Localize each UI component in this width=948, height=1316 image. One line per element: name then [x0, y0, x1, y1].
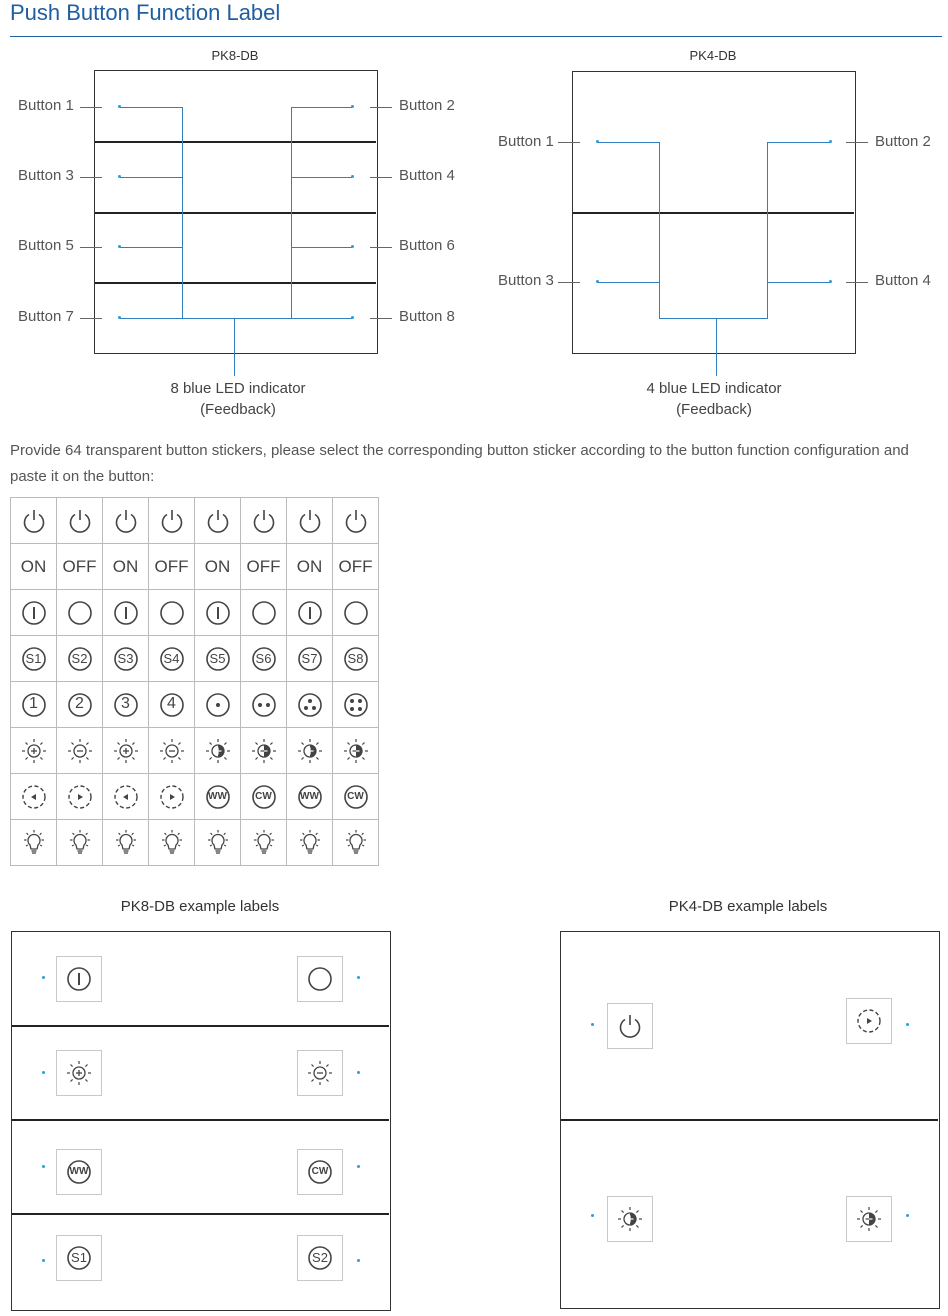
- pk8-button-3-label: Button 3: [18, 167, 74, 184]
- scene-label: S6: [255, 650, 272, 666]
- pk4-wire: [597, 142, 659, 143]
- pk4-wire: [659, 142, 660, 319]
- on-circle-icon: [19, 598, 49, 628]
- brightness-up-icon: [111, 736, 141, 766]
- sticker-cell: [195, 774, 241, 820]
- on-circle-icon: [64, 964, 94, 994]
- pk4-led-caption-line2: (Feedback): [676, 401, 752, 418]
- next-icon: [65, 782, 95, 812]
- led-dot: [591, 1214, 594, 1217]
- power-icon: [295, 506, 325, 536]
- led-dot: [351, 316, 354, 319]
- sticker-cell: [241, 774, 287, 820]
- brightness-down-icon: [305, 1058, 335, 1088]
- pk8-wire: [291, 247, 352, 248]
- sticker-off-text: OFF: [333, 544, 379, 590]
- pk8-wire: [182, 107, 183, 318]
- pk8-button-6-label: Button 6: [399, 237, 455, 254]
- leader-line: [846, 282, 868, 283]
- sticker-cell: [103, 590, 149, 636]
- sticker-sheet: [10, 497, 379, 866]
- off-circle-icon: [341, 598, 371, 628]
- brightness-down-icon: [157, 736, 187, 766]
- leader-line: [80, 318, 102, 319]
- title-rule: [10, 36, 942, 37]
- bulb-minus-icon: [341, 828, 371, 858]
- sticker-cell: [103, 728, 149, 774]
- sticker-row-numbers: [11, 682, 379, 728]
- pk4-panel: [572, 71, 856, 354]
- led-dot: [118, 316, 121, 319]
- power-icon: [157, 506, 187, 536]
- example-button-ww[interactable]: [56, 1149, 102, 1195]
- color-temp-up-icon: [295, 736, 325, 766]
- example-button-brightness-down[interactable]: [297, 1050, 343, 1096]
- example-button-next[interactable]: [846, 998, 892, 1044]
- sticker-cell: [195, 820, 241, 866]
- led-dot: [42, 1259, 45, 1262]
- sticker-cell: [287, 636, 333, 682]
- color-temp-down-icon: [341, 736, 371, 766]
- on-circle-icon: [111, 598, 141, 628]
- led-dot: [42, 976, 45, 979]
- power-icon: [249, 506, 279, 536]
- color-temp-up-icon: [615, 1204, 645, 1234]
- example-button-temp-down[interactable]: [846, 1196, 892, 1242]
- led-dot: [906, 1214, 909, 1217]
- sticker-row-bulbs: [11, 820, 379, 866]
- brightness-up-icon: [19, 736, 49, 766]
- sticker-cell: [241, 682, 287, 728]
- off-circle-icon: [65, 598, 95, 628]
- number-label: 1: [29, 694, 38, 712]
- example-button-brightness-up[interactable]: [56, 1050, 102, 1096]
- sticker-row-scenes: [11, 636, 379, 682]
- led-dot: [118, 245, 121, 248]
- scene-label: S2: [71, 650, 88, 666]
- bulb-rays-icon: [111, 828, 141, 858]
- bulb-rays-icon: [203, 828, 233, 858]
- power-icon: [111, 506, 141, 536]
- color-temp-down-icon: [249, 736, 279, 766]
- sticker-cell: [57, 820, 103, 866]
- sticker-cell: [149, 590, 195, 636]
- pk4-led-caption: [604, 378, 824, 420]
- brightness-up-icon: [64, 1058, 94, 1088]
- scene-label: S5: [209, 650, 226, 666]
- page-title: Push Button Function Label: [10, 0, 281, 25]
- pk4-led-leader: [716, 318, 717, 376]
- sticker-on-text: ON: [103, 544, 149, 590]
- led-dot: [596, 140, 599, 143]
- leader-line: [846, 142, 868, 143]
- sticker-cell: [287, 590, 333, 636]
- leader-line: [370, 247, 392, 248]
- led-dot: [42, 1165, 45, 1168]
- sticker-cell: [333, 498, 379, 544]
- leader-line: [80, 177, 102, 178]
- pk4-model-label: PK4-DB: [689, 48, 737, 63]
- bulb-rays-icon: [295, 828, 325, 858]
- sticker-row-on-off: [11, 544, 379, 590]
- led-dot: [42, 1071, 45, 1074]
- cw-label: CW: [311, 1166, 329, 1177]
- pk8-button-5-label: Button 5: [18, 237, 74, 254]
- sticker-cell: [11, 820, 57, 866]
- sticker-cell: [333, 820, 379, 866]
- off-circle-icon: [249, 598, 279, 628]
- sticker-off-text: OFF: [241, 544, 287, 590]
- pk4-example-divider: [561, 1119, 938, 1121]
- bulb-minus-icon: [249, 828, 279, 858]
- pk8-divider: [95, 282, 376, 284]
- sticker-row-on-off-symbols: [11, 590, 379, 636]
- cw-label: CW: [255, 790, 272, 802]
- bulb-icon: [19, 828, 49, 858]
- pk4-wire: [767, 142, 831, 143]
- example-button-on[interactable]: [56, 956, 102, 1002]
- example-button-power[interactable]: [607, 1003, 653, 1049]
- sticker-cell: [103, 774, 149, 820]
- power-icon: [615, 1011, 645, 1041]
- sticker-cell: [149, 728, 195, 774]
- sticker-cell: [333, 682, 379, 728]
- power-icon: [19, 506, 49, 536]
- off-circle-icon: [305, 964, 335, 994]
- one-dot-icon: [203, 690, 233, 720]
- sticker-cell: [241, 636, 287, 682]
- led-dot: [357, 1165, 360, 1168]
- leader-line: [80, 107, 102, 108]
- led-dot: [906, 1023, 909, 1026]
- pk8-button-2-label: Button 2: [399, 97, 455, 114]
- pk8-panel: [94, 70, 378, 354]
- sticker-cell: [333, 590, 379, 636]
- pk8-example-divider: [12, 1025, 389, 1027]
- three-dots-icon: [295, 690, 325, 720]
- pk8-wire: [291, 177, 352, 178]
- sticker-cell: [103, 820, 149, 866]
- pk8-wire: [291, 107, 352, 108]
- pk8-button-4-label: Button 4: [399, 167, 455, 184]
- sticker-cell: [103, 636, 149, 682]
- two-dots-icon: [249, 690, 279, 720]
- scene-label: S2: [312, 1250, 328, 1265]
- sticker-cell: [195, 498, 241, 544]
- led-dot: [118, 105, 121, 108]
- sticker-cell: [149, 774, 195, 820]
- bulb-plus-icon: [157, 828, 187, 858]
- next-icon: [157, 782, 187, 812]
- color-temp-down-icon: [854, 1204, 884, 1234]
- pk8-button-1-label: Button 1: [18, 97, 74, 114]
- pk8-divider: [95, 141, 376, 143]
- sticker-cell: [149, 682, 195, 728]
- pk4-wire: [767, 142, 768, 319]
- power-icon: [341, 506, 371, 536]
- scene-label: S4: [163, 650, 180, 666]
- pk4-led-caption-line1: 4 blue LED indicator: [646, 380, 782, 397]
- number-label: 2: [75, 694, 84, 712]
- pk8-example-caption: PK8-DB example labels: [120, 898, 280, 915]
- example-button-off[interactable]: [297, 956, 343, 1002]
- example-button-temp-up[interactable]: [607, 1196, 653, 1242]
- pk4-button-1-label: Button 1: [498, 133, 554, 150]
- pk4-example-panel: [560, 931, 940, 1309]
- pk4-divider: [573, 212, 854, 214]
- led-dot: [591, 1023, 594, 1026]
- pk4-button-2-label: Button 2: [875, 133, 931, 150]
- led-dot: [357, 976, 360, 979]
- sticker-off-text: OFF: [149, 544, 195, 590]
- ww-label: WW: [208, 790, 227, 802]
- pk8-button-8-label: Button 8: [399, 308, 455, 325]
- sticker-cell: [241, 728, 287, 774]
- led-dot: [829, 140, 832, 143]
- pk4-button-4-label: Button 4: [875, 272, 931, 289]
- sticker-row-brightness: [11, 728, 379, 774]
- sticker-row-power: [11, 498, 379, 544]
- sticker-on-text: ON: [287, 544, 333, 590]
- sticker-cell: [287, 774, 333, 820]
- pk8-wire: [119, 318, 352, 319]
- led-dot: [357, 1071, 360, 1074]
- sticker-cell: [103, 682, 149, 728]
- pk8-led-leader: [234, 318, 235, 376]
- prev-icon: [111, 782, 141, 812]
- sticker-cell: [195, 590, 241, 636]
- on-circle-icon: [203, 598, 233, 628]
- leader-line: [370, 318, 392, 319]
- sticker-row-nav-temp: [11, 774, 379, 820]
- example-button-scene-1[interactable]: [56, 1235, 102, 1281]
- sticker-cell: [241, 590, 287, 636]
- sticker-on-text: ON: [195, 544, 241, 590]
- sticker-cell: [149, 820, 195, 866]
- led-dot: [829, 280, 832, 283]
- pk8-wire: [291, 107, 292, 318]
- ww-label: WW: [69, 1166, 89, 1177]
- leader-line: [558, 282, 580, 283]
- pk8-divider: [95, 212, 376, 214]
- sticker-cell: [287, 498, 333, 544]
- ww-label: WW: [300, 790, 319, 802]
- sticker-cell: [149, 636, 195, 682]
- leader-line: [80, 247, 102, 248]
- sticker-cell: [11, 728, 57, 774]
- sticker-cell: [103, 498, 149, 544]
- sticker-cell: [241, 820, 287, 866]
- pk8-example-divider: [12, 1119, 389, 1121]
- sticker-cell: [11, 774, 57, 820]
- sticker-cell: [195, 682, 241, 728]
- example-button-scene-2[interactable]: [297, 1235, 343, 1281]
- pk8-led-caption-line1: 8 blue LED indicator: [170, 380, 306, 397]
- leader-line: [370, 107, 392, 108]
- on-circle-icon: [295, 598, 325, 628]
- sticker-cell: [333, 636, 379, 682]
- led-dot: [351, 245, 354, 248]
- number-label: 3: [121, 694, 130, 712]
- color-temp-up-icon: [203, 736, 233, 766]
- prev-icon: [19, 782, 49, 812]
- sticker-cell: [195, 728, 241, 774]
- pk4-wire: [659, 318, 768, 319]
- pk8-wire: [119, 107, 182, 108]
- instructions-text: Provide 64 transparent button stickers, please select the corresponding button sticker according to the button function configuration and paste it on the button:: [10, 442, 909, 485]
- sticker-cell: [57, 682, 103, 728]
- led-dot: [351, 175, 354, 178]
- sticker-cell: [57, 728, 103, 774]
- bulb-rays-icon: [65, 828, 95, 858]
- leader-line: [370, 177, 392, 178]
- scene-label: S1: [25, 650, 42, 666]
- pk8-example-divider: [12, 1213, 389, 1215]
- sticker-on-text: ON: [11, 544, 57, 590]
- pk8-wire: [119, 177, 182, 178]
- sticker-cell: [11, 590, 57, 636]
- pk4-wire: [767, 282, 831, 283]
- scene-label: S3: [117, 650, 134, 666]
- power-icon: [65, 506, 95, 536]
- off-circle-icon: [157, 598, 187, 628]
- sticker-off-text: OFF: [57, 544, 103, 590]
- cw-label: CW: [347, 790, 364, 802]
- pk4-example-caption: PK4-DB example labels: [668, 898, 828, 915]
- scene-label: S1: [71, 1250, 87, 1265]
- sticker-cell: [57, 498, 103, 544]
- sticker-cell: [241, 498, 287, 544]
- led-dot: [118, 175, 121, 178]
- next-icon: [854, 1006, 884, 1036]
- sticker-cell: [11, 498, 57, 544]
- sticker-cell: [11, 636, 57, 682]
- brightness-down-icon: [65, 736, 95, 766]
- leader-line: [558, 142, 580, 143]
- scene-label: S8: [347, 650, 364, 666]
- pk4-button-3-label: Button 3: [498, 272, 554, 289]
- pk8-wire: [119, 247, 182, 248]
- sticker-cell: [333, 774, 379, 820]
- sticker-cell: [287, 728, 333, 774]
- sticker-cell: [287, 682, 333, 728]
- pk8-model-label: PK8-DB: [211, 48, 259, 63]
- sticker-cell: [57, 590, 103, 636]
- power-icon: [203, 506, 233, 536]
- sticker-cell: [333, 728, 379, 774]
- sticker-cell: [195, 636, 241, 682]
- pk8-led-caption: [128, 378, 348, 420]
- pk8-button-7-label: Button 7: [18, 308, 74, 325]
- number-label: 4: [167, 694, 176, 712]
- sticker-cell: [11, 682, 57, 728]
- sticker-cell: [57, 774, 103, 820]
- scene-label: S7: [301, 650, 318, 666]
- example-button-cw[interactable]: [297, 1149, 343, 1195]
- sticker-cell: [287, 820, 333, 866]
- led-dot: [596, 280, 599, 283]
- four-dots-icon: [341, 690, 371, 720]
- pk8-led-caption-line2: (Feedback): [200, 401, 276, 418]
- pk4-wire: [597, 282, 659, 283]
- led-dot: [351, 105, 354, 108]
- sticker-cell: [57, 636, 103, 682]
- led-dot: [357, 1259, 360, 1262]
- sticker-cell: [149, 498, 195, 544]
